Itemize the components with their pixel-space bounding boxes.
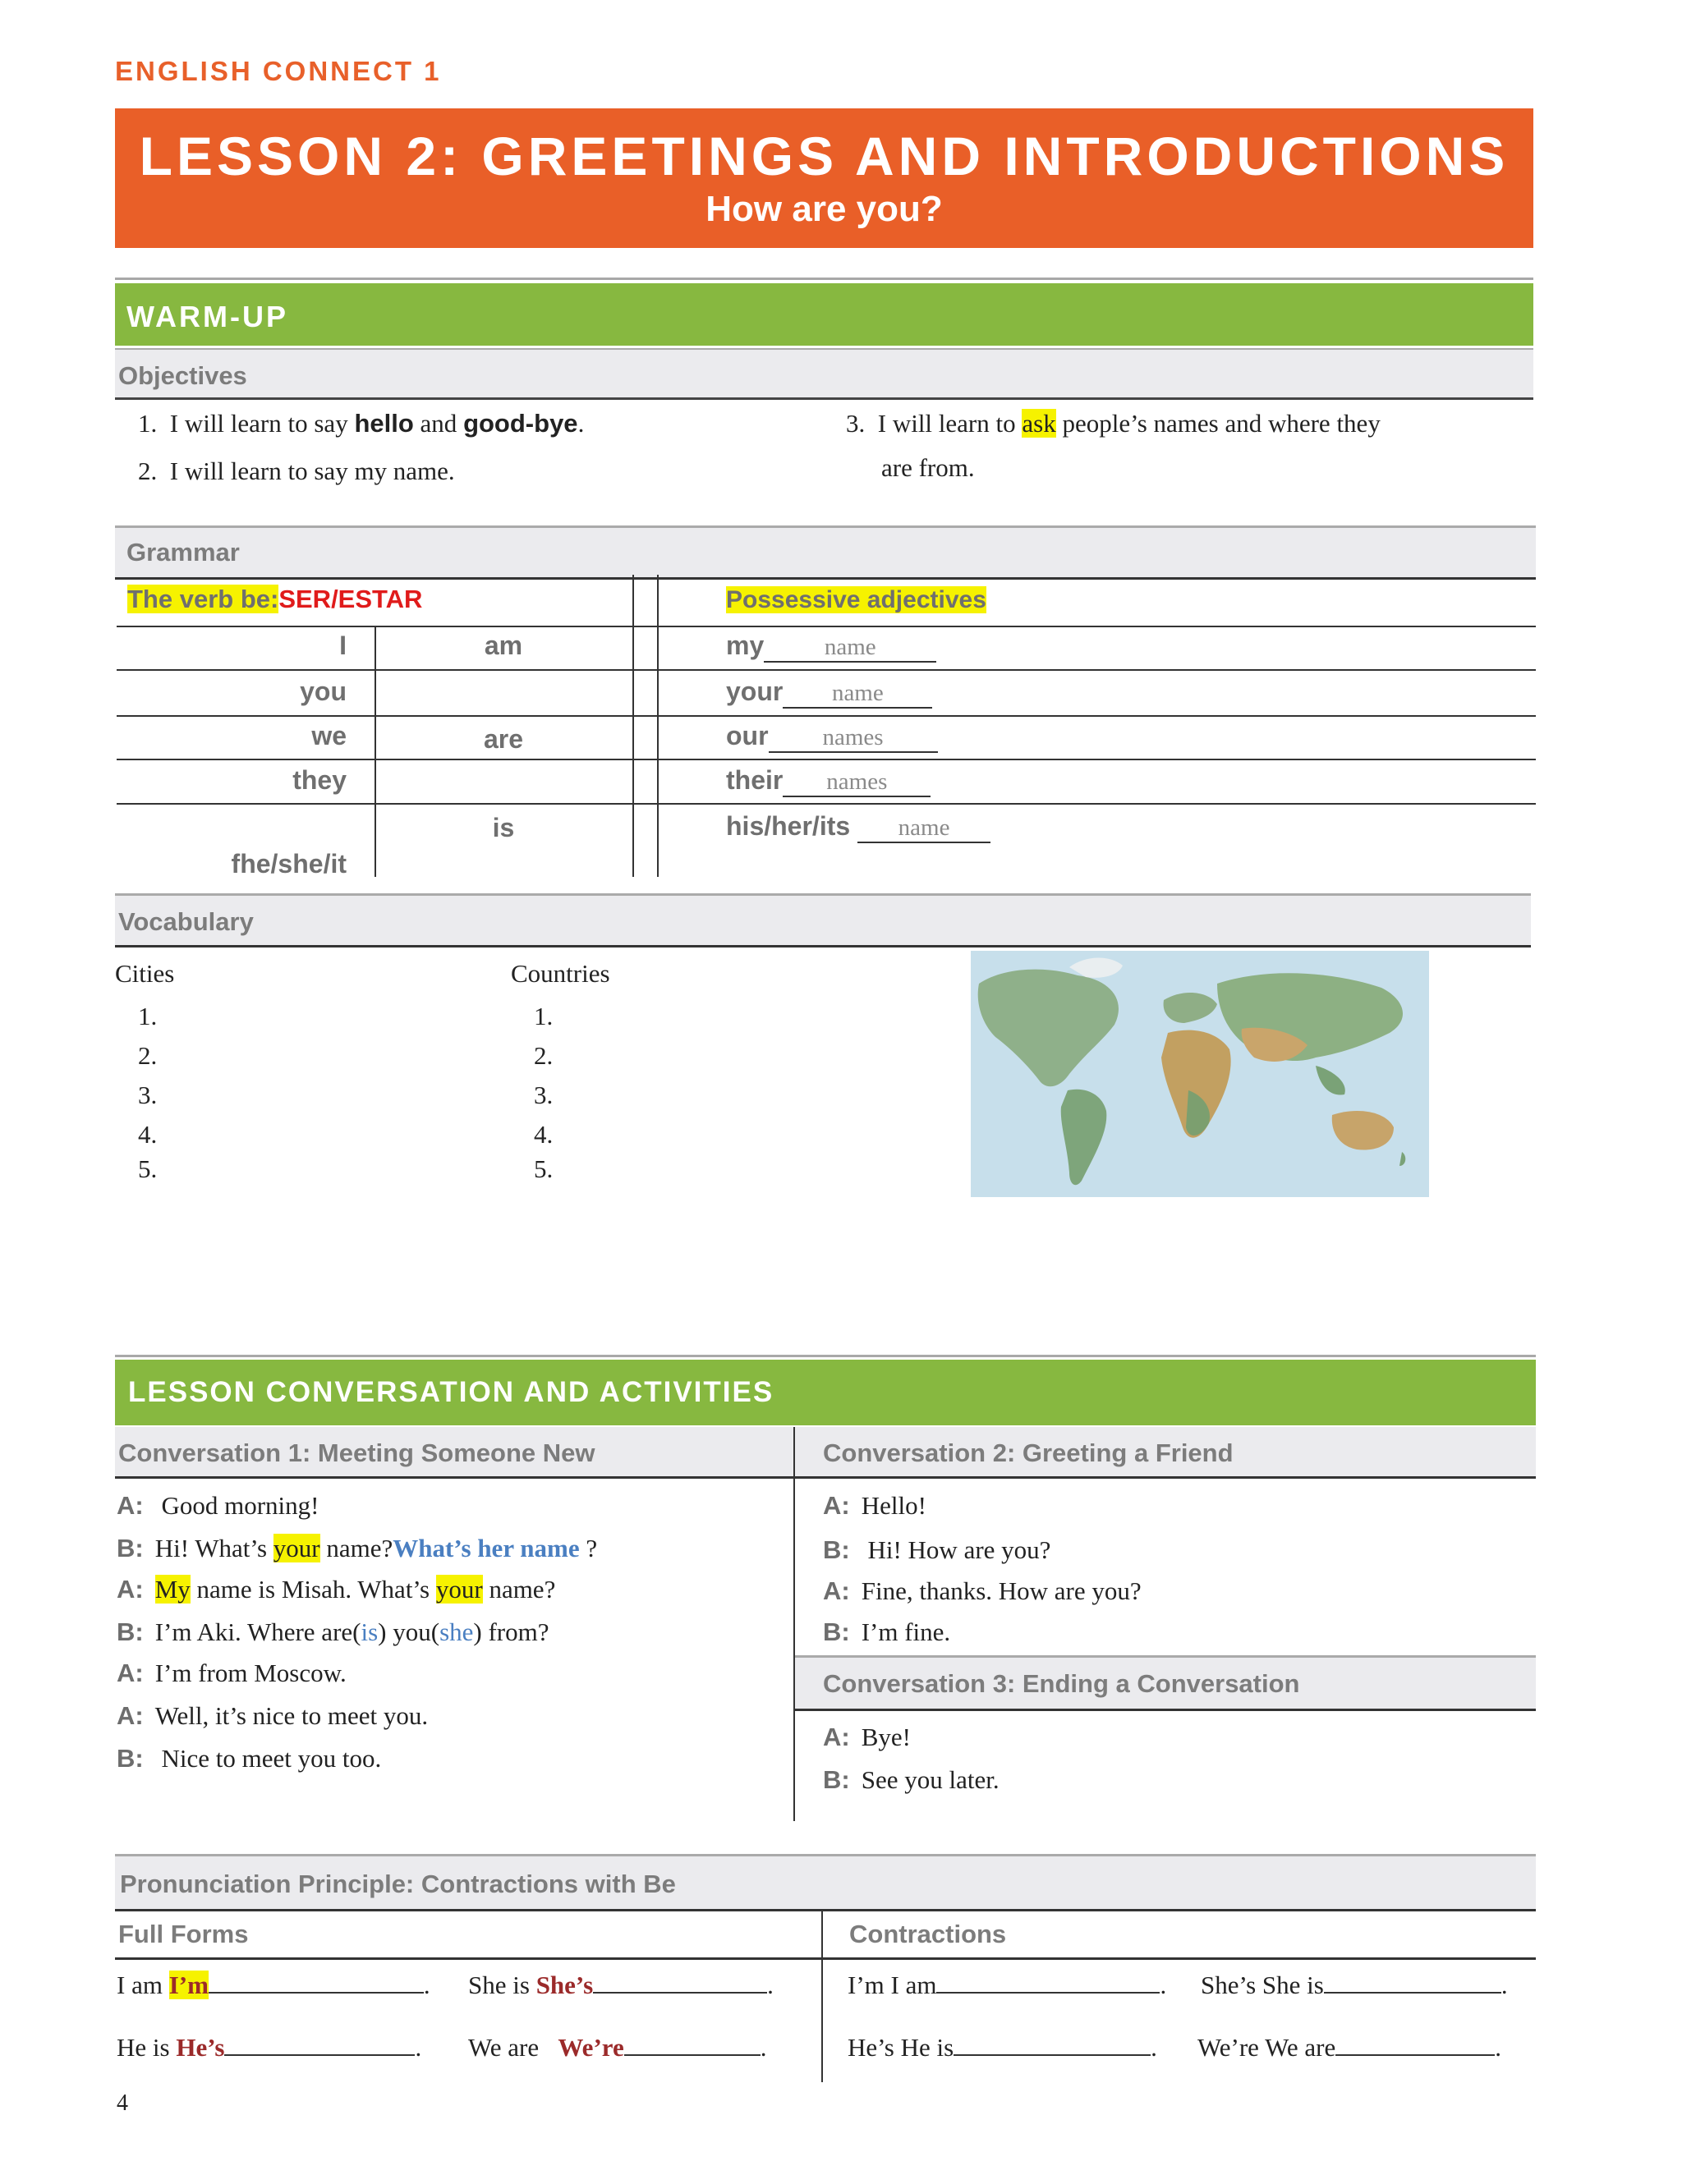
pronoun-i: I xyxy=(339,631,347,660)
countries-list xyxy=(534,997,553,1189)
objective-3-line2: are from. xyxy=(881,453,975,482)
contraction-shes: She’s She is . xyxy=(1201,1971,1508,1999)
conv1-line-5: A: I’m from Moscow. xyxy=(117,1659,347,1687)
conversation-3-bar xyxy=(795,1655,1536,1711)
objective-2: 2. I will learn to say my name. xyxy=(138,457,455,485)
full-form-he-is: He is He’s . xyxy=(117,2033,422,2062)
pronoun-he-she-it: fhe/she/it xyxy=(231,849,347,879)
table-line xyxy=(117,669,1536,671)
possessive-label: Possessive adjectives xyxy=(726,586,986,613)
divider xyxy=(115,278,1533,280)
pronunciation-heading: Pronunciation Principle: Contractions with Be xyxy=(120,1870,676,1898)
conv1-line-1: A: Good morning! xyxy=(117,1491,319,1520)
table-line xyxy=(117,715,1536,717)
conv2-line-2: B: Hi! How are you? xyxy=(823,1535,1051,1564)
table-line xyxy=(117,759,1536,760)
list-item: 1. xyxy=(534,1002,554,1030)
list-item: 4. xyxy=(534,1120,554,1149)
list-item: 5. xyxy=(138,1154,158,1183)
list-item: 3. xyxy=(138,1081,158,1109)
lesson-title-bar: LESSON CONVERSATION AND ACTIVITIES xyxy=(128,1376,774,1408)
table-line xyxy=(117,803,1536,805)
grammar-bar xyxy=(115,525,1536,580)
poss-my: my name xyxy=(726,631,936,663)
grammar-heading: Grammar xyxy=(126,538,240,567)
poss-our: our names xyxy=(726,721,938,753)
objective-1: 1. I will learn to say hello and good-bye. xyxy=(138,409,585,438)
conversation-3-heading: Conversation 3: Ending a Conversation xyxy=(823,1669,1300,1698)
conv2-line-1: A: Hello! xyxy=(823,1491,926,1520)
warmup-bar xyxy=(115,283,1533,346)
list-item: 5. xyxy=(534,1154,554,1183)
poss-your: your name xyxy=(726,677,932,709)
cities-list xyxy=(138,997,157,1189)
contraction-hes: He’s He is . xyxy=(848,2033,1157,2062)
verb-is: is xyxy=(492,813,515,842)
conv2-line-4: B: I’m fine. xyxy=(823,1617,951,1646)
conversation-1-heading: Conversation 1: Meeting Someone New xyxy=(118,1438,595,1467)
list-item: 3. xyxy=(534,1081,554,1109)
contraction-im: I’m I am . xyxy=(848,1971,1167,1999)
full-form-she-is: She is She’s . xyxy=(468,1971,774,1999)
full-forms-heading: Full Forms xyxy=(118,1920,249,1948)
verb-are: are xyxy=(483,724,524,754)
lesson-subtitle: How are you? xyxy=(705,189,943,229)
verb-am: am xyxy=(484,631,523,660)
lesson-title: LESSON 2: GREETINGS AND INTRODUCTIONS xyxy=(139,126,1510,186)
cities-label: Cities xyxy=(115,959,175,988)
pronunciation-columns xyxy=(115,1910,1536,1960)
conversation-headers xyxy=(115,1427,1536,1479)
full-form-i-am: I am I’m . xyxy=(117,1971,430,1999)
list-item: 1. xyxy=(138,1002,158,1030)
conversation-divider xyxy=(793,1427,795,1821)
conversation-2-heading: Conversation 2: Greeting a Friend xyxy=(823,1438,1234,1467)
objectives-bar xyxy=(115,348,1533,400)
list-item: 2. xyxy=(534,1041,554,1070)
pronunciation-divider xyxy=(821,1910,823,2082)
full-form-we-are: We are We’re . xyxy=(468,2033,767,2062)
objective-3: 3. I will learn to ask people’s names and where they xyxy=(846,409,1381,438)
divider xyxy=(115,1355,1536,1357)
pronoun-we: we xyxy=(311,721,347,750)
table-divider xyxy=(632,575,634,877)
brand-label: ENGLISH CONNECT 1 xyxy=(115,56,442,86)
list-item: 4. xyxy=(138,1120,158,1149)
lesson-bar xyxy=(115,1360,1536,1425)
lesson-banner xyxy=(115,108,1533,248)
conv2-line-3: A: Fine, thanks. How are you? xyxy=(823,1576,1142,1605)
vocabulary-heading: Vocabulary xyxy=(118,907,254,936)
table-divider xyxy=(657,575,659,877)
conv1-line-6: A: Well, it’s nice to meet you. xyxy=(117,1701,429,1730)
contractions-heading: Contractions xyxy=(849,1920,1007,1948)
objectives-heading: Objectives xyxy=(118,361,247,390)
vocabulary-bar xyxy=(115,893,1531,947)
list-item: 2. xyxy=(138,1041,158,1070)
poss-his-her-its: his/her/its name xyxy=(726,811,990,843)
verb-be-label: The verb be:SER/ESTAR xyxy=(127,585,423,613)
conv1-line-3: A: My name is Misah. What’s your name? xyxy=(117,1575,556,1604)
world-map-icon xyxy=(971,951,1429,1197)
conv1-line-4: B: I’m Aki. Where are(is) you(she) from? xyxy=(117,1617,549,1646)
conv1-line-7: B: Nice to meet you too. xyxy=(117,1744,382,1773)
conv3-line-2: B: See you later. xyxy=(823,1765,1000,1794)
warmup-title: WARM-UP xyxy=(126,300,288,333)
countries-label: Countries xyxy=(511,959,610,988)
pronoun-they: they xyxy=(292,765,347,795)
pronunciation-bar xyxy=(115,1854,1536,1911)
conv3-line-1: A: Bye! xyxy=(823,1723,911,1751)
page-number: 4 xyxy=(117,2090,128,2116)
conv1-line-2: B: Hi! What’s your name?What’s her name ? xyxy=(117,1534,598,1562)
pronoun-you: you xyxy=(300,677,347,706)
table-line xyxy=(117,626,1536,627)
world-map-image xyxy=(971,951,1429,1197)
poss-their: their names xyxy=(726,765,931,797)
contraction-were: We’re We are . xyxy=(1197,2033,1502,2062)
